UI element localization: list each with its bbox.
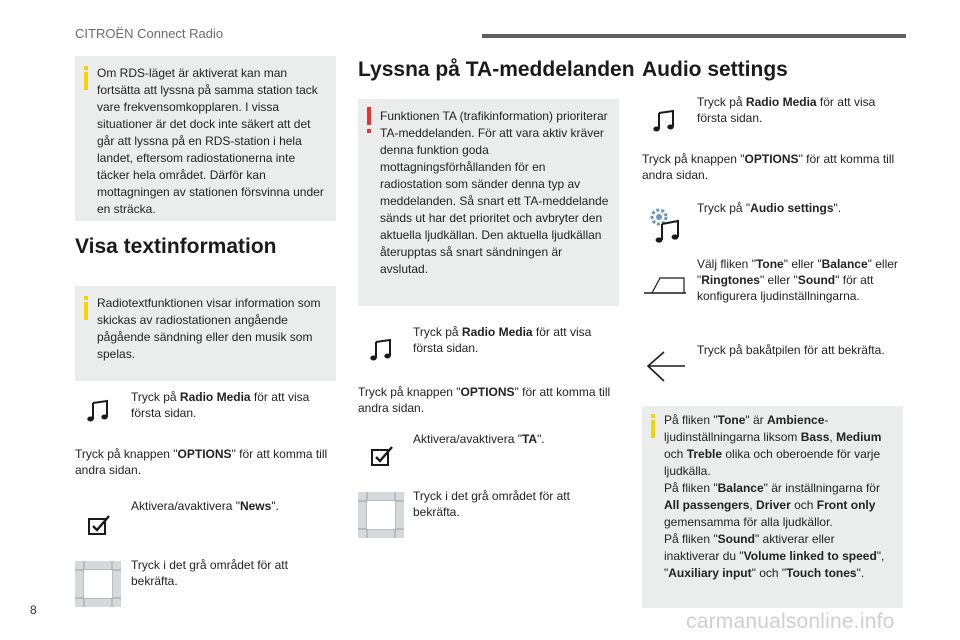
audio-info-text: På fliken "Tone" är Ambience-ljudinställningarna liksom Bass, Medium och Treble olika och oberoende för varje ljudkälla. På fliken "Balance" är inställningarna för All passengers, Driver och Front only gemensamma för alla ljudkällor. På fliken "Sound" aktiverar eller inaktiverar du "Volume linked to speed", "Auxiliary input" och "Touch tones".	[664, 413, 885, 580]
warning-mark-icon	[367, 107, 371, 125]
audio-info-box	[642, 406, 903, 608]
info-mark-icon	[84, 302, 88, 320]
header-bar	[482, 34, 906, 38]
section-heading-ta: Lyssna på TA-meddelanden	[358, 58, 635, 81]
page-number: 8	[30, 603, 37, 617]
music-note-icon	[652, 108, 678, 134]
col2-step1: Tryck på Radio Media för att visa första sidan.	[413, 325, 592, 355]
info-mark-icon	[84, 72, 88, 90]
rds-info-text: Om RDS-läget är aktiverat kan man fortsätta att lyssna på samma station tack vare frekvensomkopplaren. I vissa situationer är det dock inte säkert att det går att lyssna på en RDS-station i hela landet, eftersom radiostationerna inte täcker hela området. Därför kan mottagningen av stationen försvinna under en sträcka.	[97, 66, 324, 216]
col1-step3: Aktivera/avaktivera "News".	[131, 499, 279, 513]
col3-step3: Tryck på "Audio settings".	[697, 201, 842, 215]
col3-step2: Tryck på knappen "OPTIONS" för att komma till andra sidan.	[642, 152, 895, 182]
rds-info-box	[75, 56, 336, 221]
ta-warning-box	[358, 99, 619, 306]
section-heading-textinfo: Visa textinformation	[75, 235, 277, 258]
radiotext-info-text: Radiotextfunktionen visar information som skickas av radiostationen angående pågående sändning eller den musik som spelas.	[97, 296, 321, 361]
col2-step2: Tryck på knappen "OPTIONS" för att komma till andra sidan.	[358, 385, 611, 415]
tab-selector-icon	[642, 275, 688, 297]
col1-step4: Tryck i det grå området för att bekräfta.	[131, 558, 288, 588]
col1-step2: Tryck på knappen "OPTIONS" för att komma till andra sidan.	[75, 447, 328, 477]
grey-area-icon	[75, 561, 121, 607]
watermark: carmanualsonline.info	[686, 610, 895, 633]
music-note-icon	[86, 398, 112, 424]
header-title: CITROËN Connect Radio	[75, 26, 224, 41]
grey-area-icon	[358, 492, 404, 538]
col3-step5: Tryck på bakåtpilen för att bekräfta.	[697, 343, 885, 357]
section-heading-audio: Audio settings	[642, 58, 788, 81]
checkbox-icon	[370, 444, 396, 468]
music-note-icon	[369, 337, 395, 363]
col3-step1: Tryck på Radio Media för att visa första sidan.	[697, 95, 876, 125]
gear-music-icon	[648, 206, 684, 244]
col3-step4: Välj fliken "Tone" eller "Balance" eller "Ringtones" eller "Sound" för att konfigurera ljudinställningarna.	[697, 257, 898, 303]
radiotext-info-box	[75, 286, 336, 381]
col1-step1: Tryck på Radio Media för att visa första sidan.	[131, 390, 310, 420]
back-arrow-icon	[645, 350, 687, 384]
ta-warning-text: Funktionen TA (trafikinformation) prioriterar TA-meddelanden. För att vara aktiv kräver denna funktion goda mottagningsförhållanden för en radiostation som sänder denna typ av meddelanden. Så snart ett TA-meddelande sänds ut har det prioritet och avbryter den aktuella ljudkällan. Den aktuella ljudkällan återupptas så snart sändningen är avslutad.	[380, 109, 609, 276]
info-mark-icon	[651, 420, 655, 438]
col2-step3: Aktivera/avaktivera "TA".	[413, 432, 545, 446]
col2-step4: Tryck i det grå området för att bekräfta.	[413, 489, 570, 519]
checkbox-icon	[87, 513, 113, 537]
